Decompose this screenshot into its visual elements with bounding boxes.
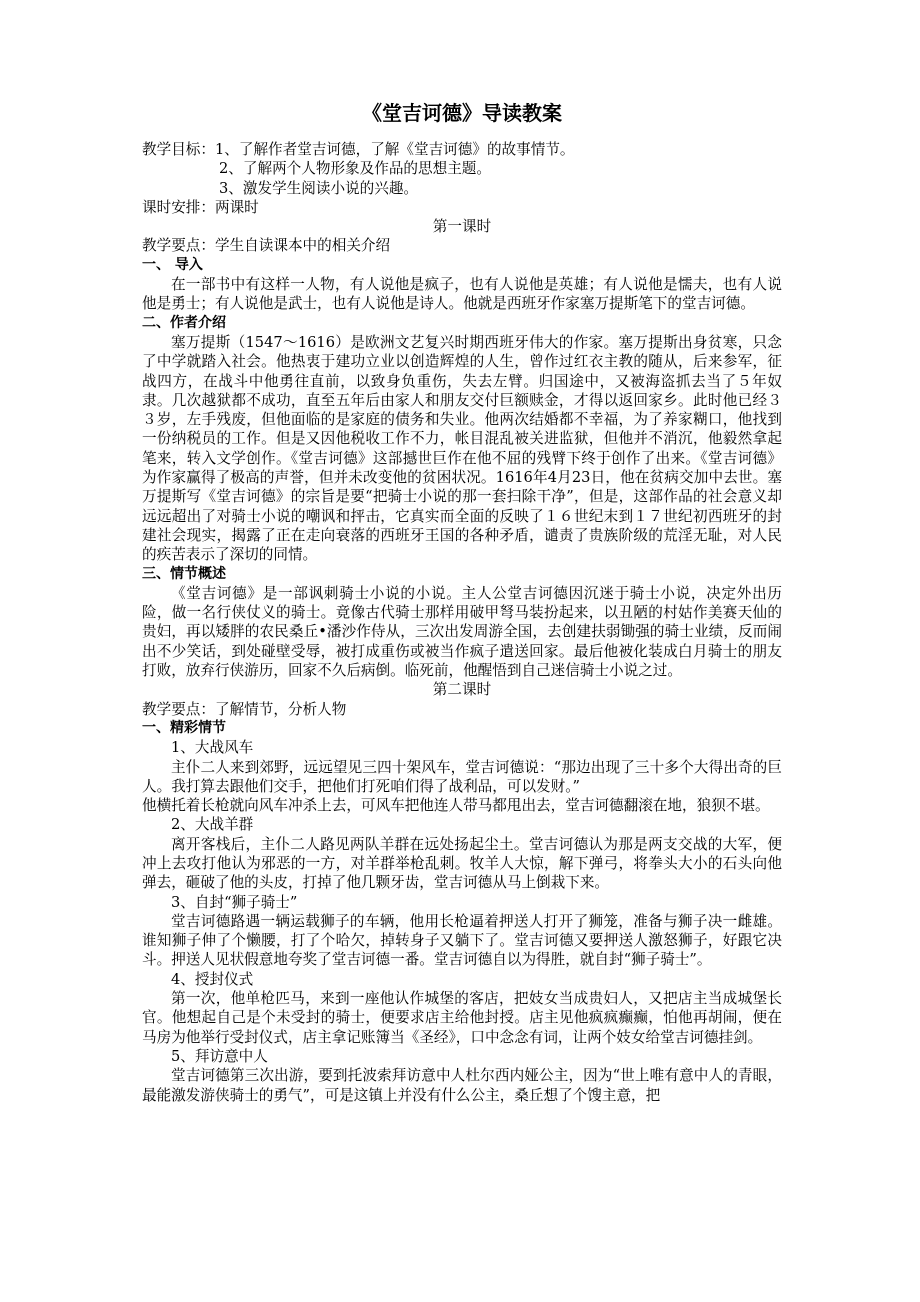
lesson2-heading: 第二课时	[432, 681, 492, 699]
episode-title: 2、大战羊群	[171, 816, 254, 834]
document-page	[142, 100, 782, 1105]
section-plot-text: 《堂吉诃德》是一部讽刺骑士小说的小说。主人公堂吉诃德因沉迷于骑士小说，决定外出历险，做一名行侠仗义的骑士。竟像古代骑士那样用破甲弩马装扮起来，以丑陋的村姑作美赛天仙的贵妇，再以矮胖的农民桑丘•潘沙作侍从，三次出发周游全国，去创建扶弱锄强的骑士业绩，反而闹出不少笑话，到处碰壁受辱，被打成重伤或被当作疯子遣送回家。最后他被化装成白月骑士的朋友打败，放弃行侠游历，回家不久后病倒。临死前，他醒悟到自己迷信骑士小说之过。	[142, 584, 782, 680]
objective-item: 3、激发学生阅读小说的兴趣。	[219, 179, 419, 197]
schedule: 课时安排：两课时	[142, 198, 259, 216]
section-author-title: 二、作者介绍	[142, 314, 226, 331]
episode-text: 堂吉诃德路遇一辆运载狮子的车辆，他用长枪逼着押送人打开了狮笼，准备与狮子决一雌雄。谁知狮子伸了个懒腰，打了个哈欠，掉转身子又躺下了。堂吉诃德又要押送人激怒狮子，好跟它决斗。押送人见状假意地夸奖了堂吉诃德一番。堂吉诃德自以为得胜，就自封“狮子骑士”。	[142, 912, 782, 969]
objective-item: 2、了解两个人物形象及作品的思想主题。	[219, 160, 491, 178]
objectives-label: 教学目标：	[142, 141, 215, 158]
section-episodes-title: 一、精彩情节	[142, 719, 226, 736]
episode-text: 离开客栈后，主仆二人路见两队羊群在远处扬起尘土。堂吉诃德认为那是两支交战的大军，便冲上去攻打他认为邪恶的一方，对羊群举枪乱刺。牧羊人大惊，解下弹弓，将拳头大小的石头向他弹去，砸破了他的头皮，打掉了他几颗牙齿，堂吉诃德从马上倒栽下来。	[142, 835, 782, 892]
section-author-text: 塞万提斯（1547～1616）是欧洲文艺复兴时期西班牙伟大的作家。塞万提斯出身贫寒，只念了中学就踏入社会。他热衷于建功立业以创造辉煌的人生，曾作过红衣主教的随从，后来参军，征战四方，在战斗中他勇往直前，以致身负重伤，失去左臂。归国途中，又被海盗抓去当了５年奴隶。几次越狱都不成功，直至五年后由家人和朋友交付巨额赎金，才得以返回家乡。此时他已经３３岁，左手残废，但他面临的是家庭的债务和失业。他两次结婚都不幸福，为了养家糊口，他找到一份纳税员的工作。但是又因他税收工作不力，帐目混乱被关进监狱，但他并不消沉，他毅然拿起笔来，转入文学创作。《堂吉诃德》这部撼世巨作在他不屈的残臂下终于创作了出来。《堂吉诃德》为作家赢得了极高的声誉，但并未改变他的贫困状况。1616年4月23日，他在贫病交加中去世。塞万提斯写《堂吉诃德》的宗旨是要“把骑士小说的那一套扫除干净”，但是，这部作品的社会意义却远远超出了对骑士小说的嘲讽和抨击，它真实而全面的反映了１６世纪末到１７世纪初西班牙的封建社会现实，揭露了正在走向衰落的西班牙王国的各种矛盾，谴责了贵族阶级的荒淫无耻，对人民的疾苦表示了深切的同情。	[142, 333, 782, 564]
episode-text: 主仆二人来到郊野，远远望见三四十架风车，堂吉诃德说：“那边出现了三十多个大得出奇的巨人。我打算去跟他们交手，把他们打死咱们得了战利品，可以发财。”	[142, 758, 782, 795]
lesson1-key-points: 教学要点：学生自读课本中的相关介绍	[142, 237, 391, 255]
objective-item: 1、了解作者堂吉诃德，了解《堂吉诃德》的故事情节。	[214, 141, 575, 158]
section-plot-title: 三、情节概述	[142, 565, 226, 582]
episode-text: 堂吉诃德第三次出游，要到托波索拜访意中人杜尔西内娅公主，因为“世上唯有意中人的青眼，最能激发游侠骑士的勇气”，可是这镇上并没有什么公主，桑丘想了个馊主意，把	[142, 1067, 782, 1104]
page-title: 《堂吉诃德》导读教案	[362, 101, 562, 125]
lesson2-key-points: 教学要点：了解情节，分析人物	[142, 700, 347, 718]
section-intro-text: 在一部书中有这样一人物，有人说他是疯子，也有人说他是英雄；有人说他是懦夫，也有人说他是勇士；有人说他是武士，也有人说他是诗人。他就是西班牙作家塞万提斯笔下的堂吉诃德。	[142, 276, 782, 313]
episode-title: 4、授封仪式	[171, 970, 254, 988]
episode-title: 5、拜访意中人	[171, 1047, 268, 1065]
episode-text-tail: 他横托着长枪就向风车冲杀上去，可风车把他连人带马都甩出去，堂吉诃德翻滚在地，狼狈不堪。	[142, 797, 770, 815]
episode-title: 3、自封“狮子骑士”	[171, 893, 298, 911]
lesson1-heading: 第一课时	[432, 218, 492, 236]
episode-text: 第一次，他单枪匹马，来到一座他认作城堡的客店，把妓女当成贵妇人，又把店主当成城堡长官。他想起自己是个未受封的骑士，便要求店主给他封授。店主见他疯疯癫癫，怕他再胡闹，便在马房为他举行受封仪式，店主拿记账簿当《圣经》，口中念念有词，让两个妓女给堂吉诃德挂剑。	[142, 990, 782, 1046]
objectives-line-1	[142, 140, 782, 159]
section-intro-title: 一、 导入	[142, 256, 203, 273]
episode-title: 1、大战风车	[171, 739, 254, 757]
